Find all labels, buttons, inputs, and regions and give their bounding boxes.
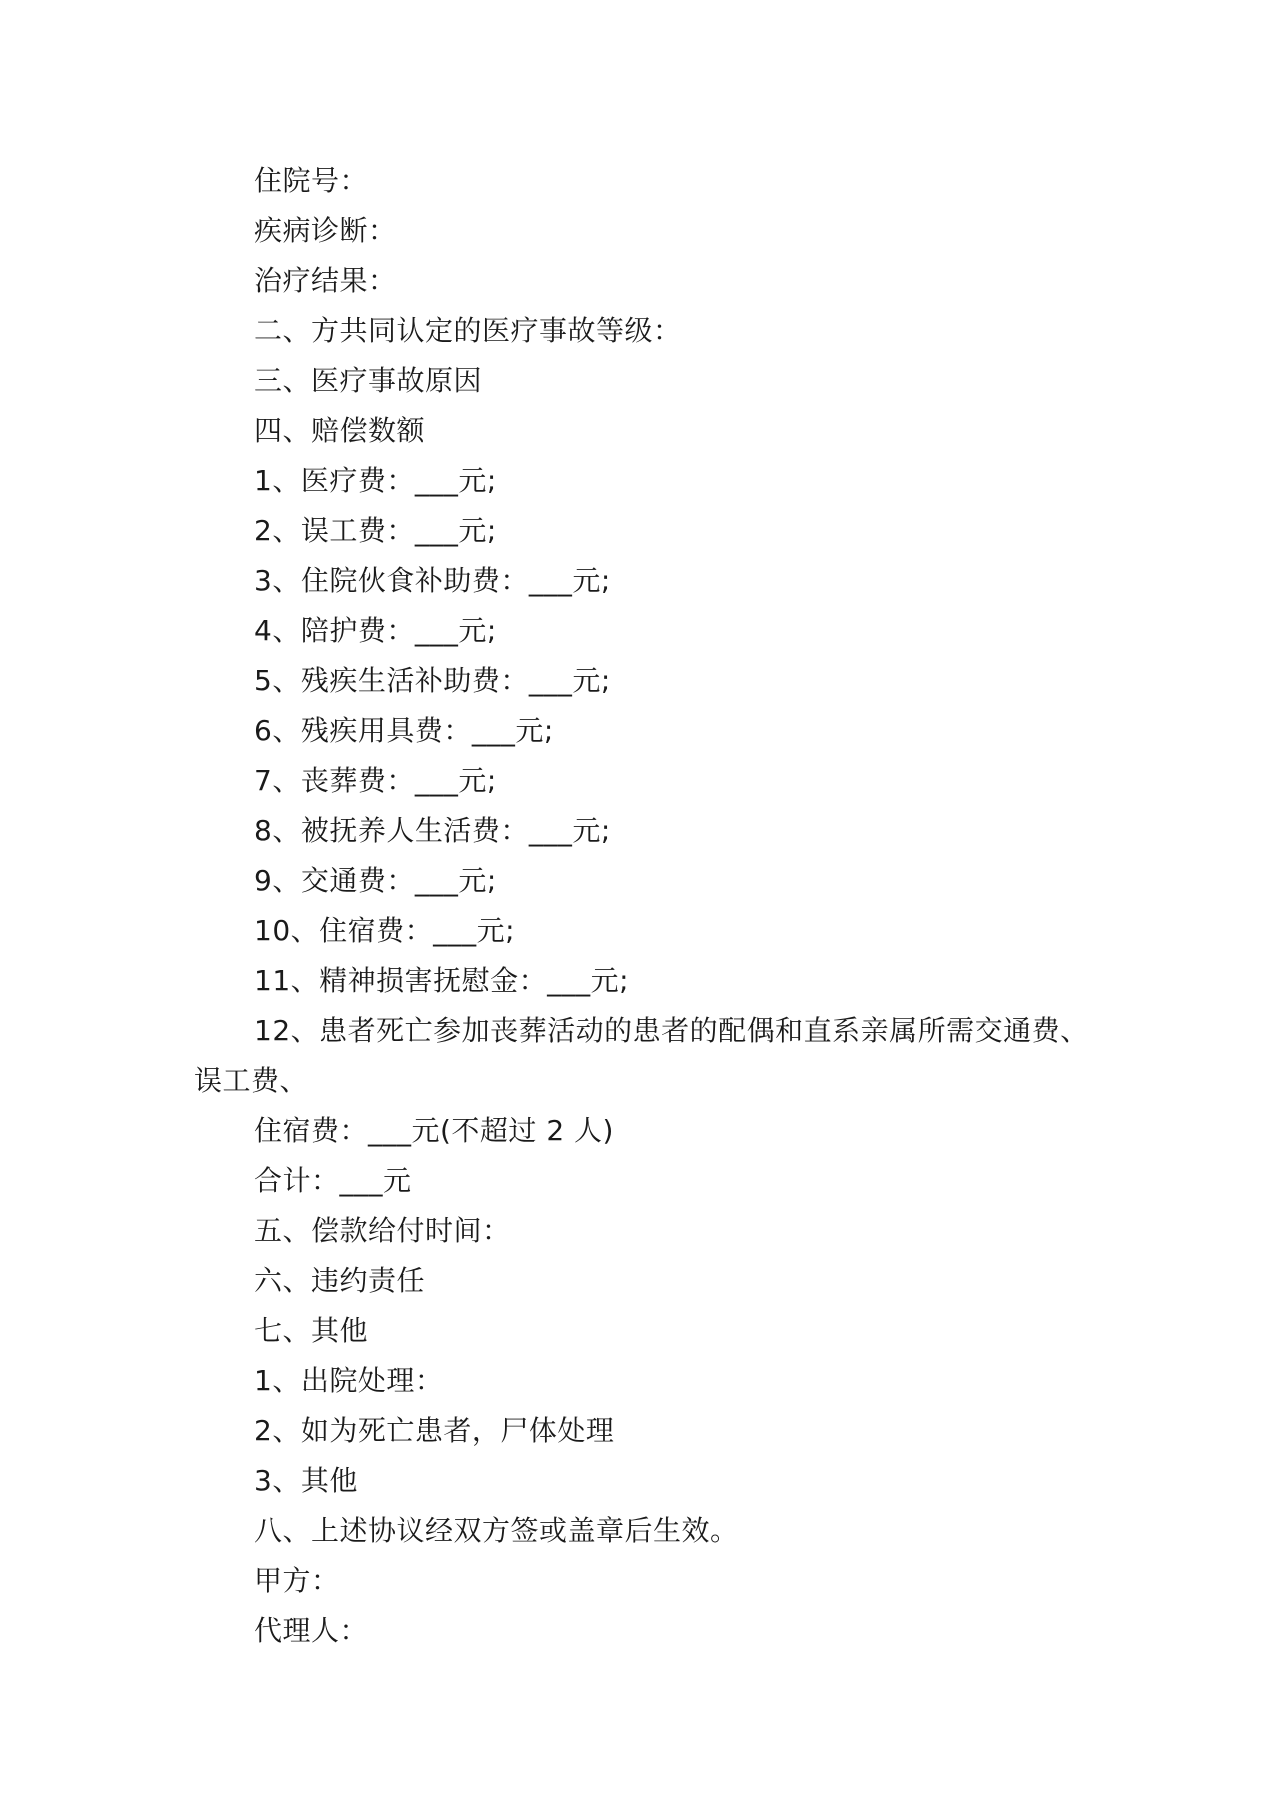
- section-heading: 四、赔偿数额: [254, 414, 426, 447]
- compensation-item: 1、医疗费：___元;: [254, 464, 497, 497]
- document-body: [194, 156, 1124, 1656]
- compensation-item: 12、患者死亡参加丧葬活动的患者的配偶和直系亲属所需交通费、: [254, 1014, 1089, 1047]
- treatment-result-line: 治疗结果：: [254, 264, 397, 297]
- party-a-line: 甲方：: [254, 1564, 340, 1597]
- compensation-item: 7、丧葬费：___元;: [254, 764, 497, 797]
- diagnosis-line: 疾病诊断：: [254, 214, 397, 247]
- section-heading: 二、方共同认定的医疗事故等级：: [254, 314, 682, 347]
- section-heading: 六、违约责任: [254, 1264, 426, 1297]
- other-item: 3、其他: [254, 1464, 358, 1497]
- section-heading: 七、其他: [254, 1314, 369, 1347]
- compensation-item: 6、残疾用具费：___元;: [254, 714, 554, 747]
- hospital-number-line: 住院号：: [254, 164, 369, 197]
- other-item: 1、出院处理：: [254, 1364, 444, 1397]
- other-item: 2、如为死亡患者，尸体处理: [254, 1414, 615, 1447]
- compensation-item: 3、住院伙食补助费：___元;: [254, 564, 611, 597]
- compensation-item: 5、残疾生活补助费：___元;: [254, 664, 611, 697]
- section-heading: 三、医疗事故原因: [254, 364, 483, 397]
- total-line: 合计：___元: [254, 1164, 412, 1197]
- section-heading: 五、偿款给付时间：: [254, 1214, 511, 1247]
- compensation-item: 9、交通费：___元;: [254, 864, 497, 897]
- compensation-item: 10、住宿费：___元;: [254, 914, 516, 947]
- compensation-item-continuation: 误工费、: [194, 1064, 309, 1097]
- compensation-item: 8、被抚养人生活费：___元;: [254, 814, 611, 847]
- compensation-item: 住宿费：___元(不超过 2 人): [254, 1114, 614, 1147]
- compensation-item: 4、陪护费：___元;: [254, 614, 497, 647]
- compensation-item: 2、误工费：___元;: [254, 514, 497, 547]
- section-heading: 八、上述协议经双方签或盖章后生效。: [254, 1514, 739, 1547]
- agent-line: 代理人：: [254, 1614, 369, 1647]
- compensation-item: 11、精神损害抚慰金：___元;: [254, 964, 630, 997]
